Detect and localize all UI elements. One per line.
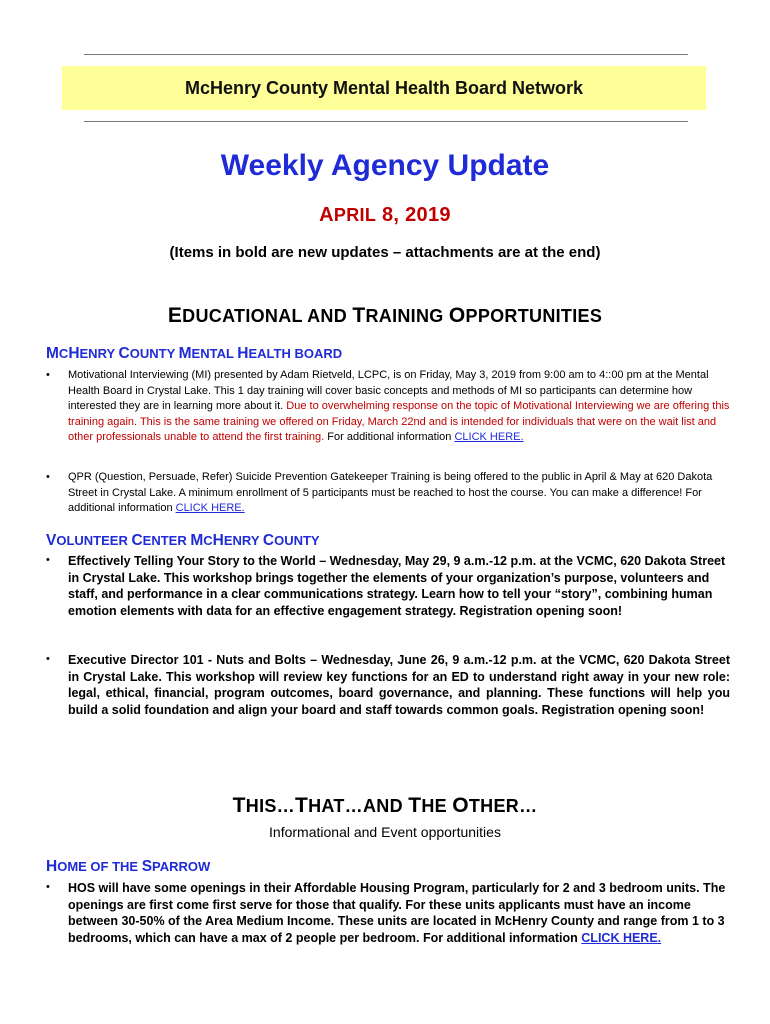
click-here-link-qpr[interactable]: CLICK HERE. [175, 502, 245, 515]
list-item-telling-your-story: • Effectively Telling Your Story to the World – Wednesday, May 29, 9 a.m.-12 p.m. at the VCMC, 620 Dakota Street in Crystal Lake. This workshop brings together the elements of your organization’s purpose, volunteers and staff, and performance in a clear communications strategy. Learn how to tell your “story”, combining human emotion elements with data for an effective engagement strategy. Registration opening soon! [46, 554, 726, 618]
list-item-motivational-interviewing: • Motivational Interviewing (MI) presented by Adam Rietveld, LCPC, is on Friday, May 3, 2019 from 9:00 am to 4::00 pm at the Mental Health Board in Crystal Lake. This 1 day training will cover basic concepts and methods of MI so participants can determine how interested they are in learning more about it. Due to overwhelming response on the topic of Motivational Interviewing we are offering this training again. This is the same training we offered on Friday, March 22nd and is intended for individuals that were on the wait list and other professionals unable to attend the first training. For additional information CLICK HERE. [46, 368, 730, 446]
list-item-executive-director-101: • Executive Director 101 - Nuts and Bolts – Wednesday, June 26, 9 a.m.-12 p.m. at the VCMC, 620 Dakota Street in Crystal Lake. This workshop will review key functions for an ED to understand right away in your new role: legal, ethical, financial, program outcomes, board governance, and planning. These functions will help you build a solid foundation and align your board and staff towards common goals. Registration opening soon! [46, 653, 730, 717]
click-here-link-hos[interactable]: CLICK HERE. [581, 930, 662, 945]
network-banner [62, 66, 706, 110]
top-rule [84, 54, 688, 55]
section-heading-educational: EDUCATIONAL AND TRAINING OPPORTUNITIES [167, 304, 603, 327]
list-item-affordable-housing: • HOS will have some openings in their Affordable Housing Program, particularly for 2 and 3 bedroom units. The openings are first come first serve for those that qualify. For these units applicants must have an income between 30-50% of the Area Medium Income. These units are located in McHenry County and range from 1 to 3 bedrooms, which can have a max of 2 people per bedroom. For additional information CLICK HERE. [46, 881, 726, 945]
org-heading-home-of-the-sparrow: HOME OF THE SPARROW [46, 858, 211, 875]
bullet: • [46, 554, 50, 566]
page-title: Weekly Agency Update [220, 149, 550, 182]
section-heading-this-that-other: THIS…THAT…AND THE OTHER… [232, 794, 538, 817]
click-here-link-mi[interactable]: CLICK HERE. [454, 431, 524, 444]
org-heading-mental-health-board: MCHENRY COUNTY MENTAL HEALTH BOARD [46, 345, 343, 362]
page-subtitle: (Items in bold are new updates – attachments are at the end) [169, 244, 601, 261]
org-heading-volunteer-center: VOLUNTEER CENTER MCHENRY COUNTY [46, 532, 320, 549]
banner-bottom-rule [84, 121, 688, 122]
section-subtitle-informational: Informational and Event opportunities [269, 824, 501, 840]
bullet: • [46, 471, 50, 483]
bullet: • [46, 369, 50, 381]
list-item-qpr: • QPR (Question, Persuade, Refer) Suicide Prevention Gatekeeper Training is being offered to the public in April & May at 620 Dakota Street in Crystal Lake. A minimum enrollment of 5 participants must be reached to host the course. You can make a difference! For additional information CLICK HERE. [46, 470, 730, 517]
banner-title: McHenry County Mental Health Board Network [184, 77, 584, 98]
bullet: • [46, 653, 50, 665]
bullet: • [46, 881, 50, 893]
update-date: APRIL 8, 2019 [319, 204, 451, 226]
